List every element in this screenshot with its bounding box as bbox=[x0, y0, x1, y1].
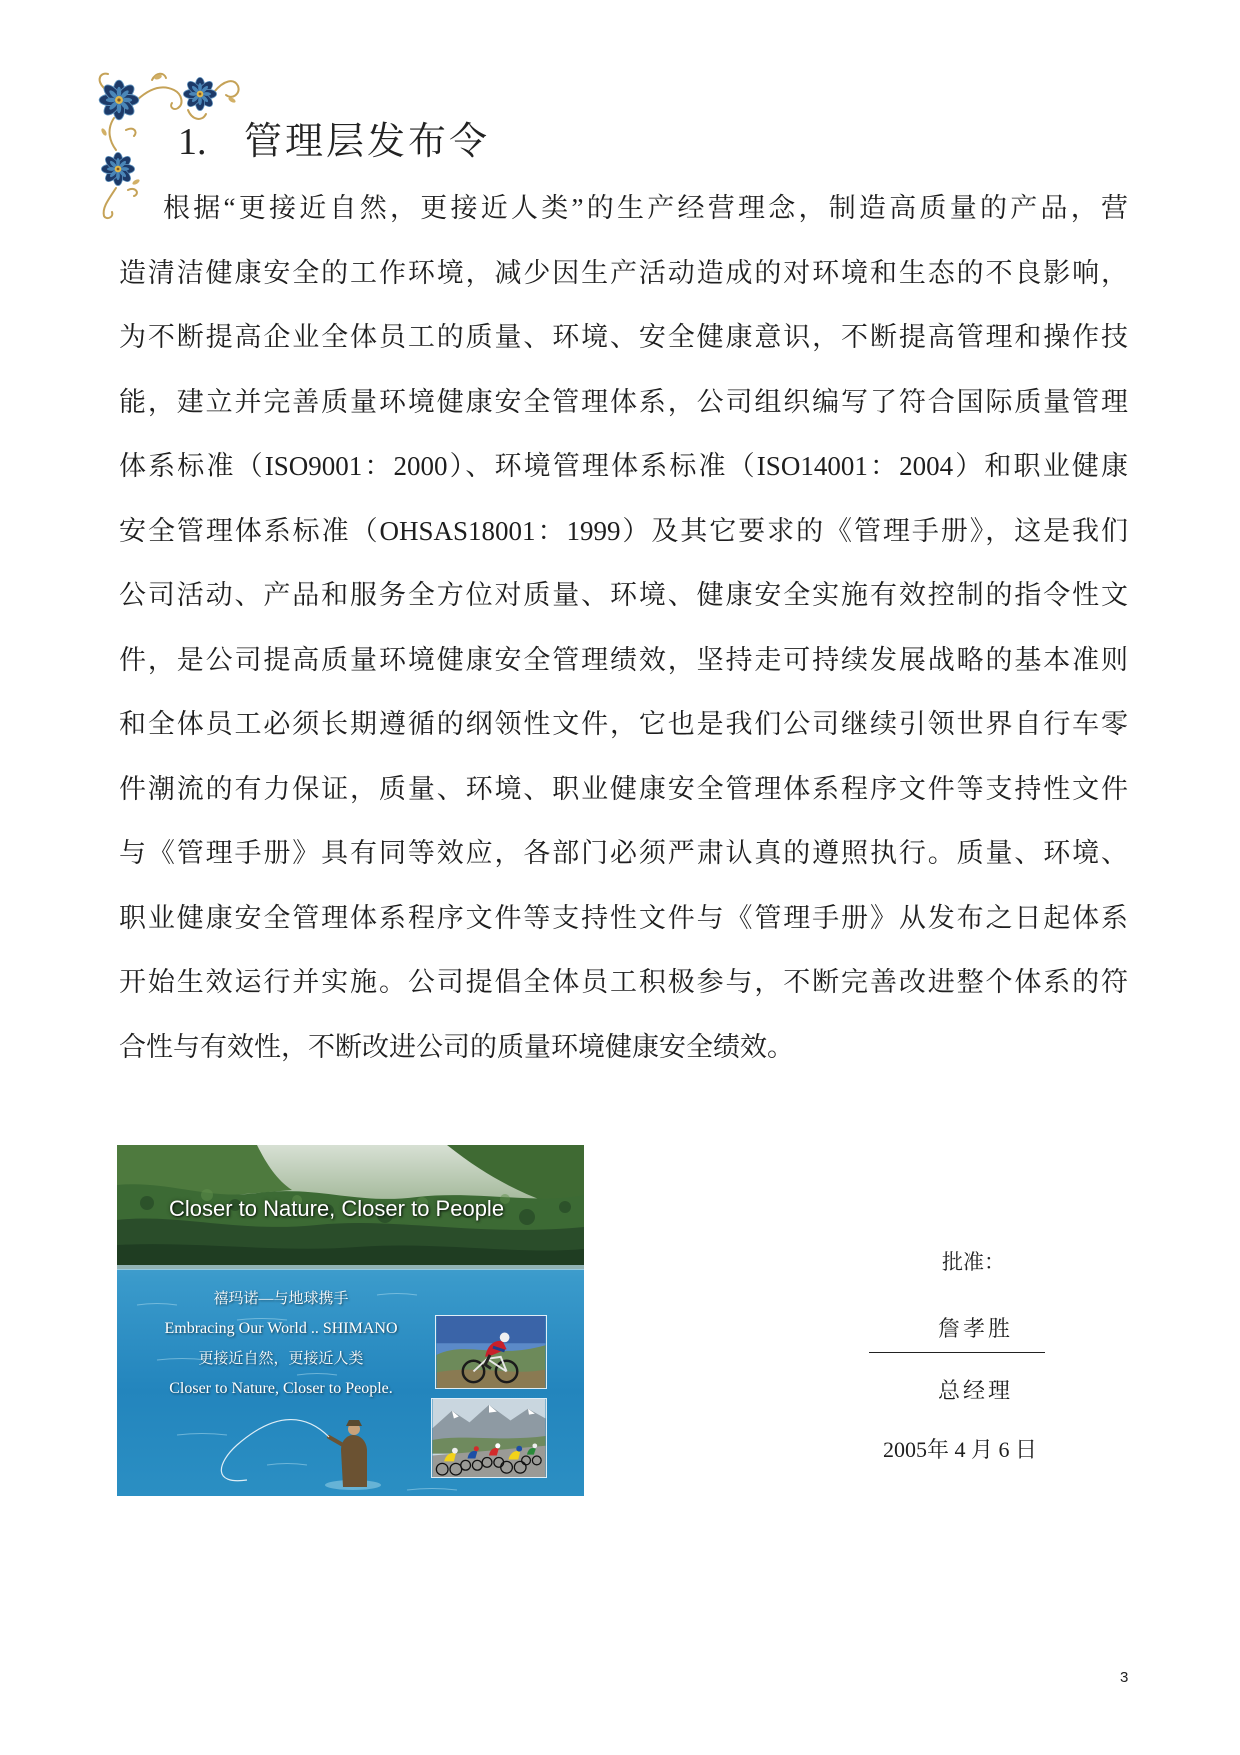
signer-name: 詹孝胜 bbox=[938, 1316, 1014, 1341]
signature-line bbox=[869, 1352, 1045, 1353]
body-line: 公司活动、产品和服务全方位对质量、环境、健康安全实施有效控制的指令性文 bbox=[119, 580, 1128, 610]
promo-photo bbox=[117, 1145, 584, 1496]
body-line: 件，是公司提高质量环境健康安全管理绩效，坚持走可持续发展战略的基本准则 bbox=[119, 644, 1128, 675]
photo-headline: Closer to Nature, Closer to People bbox=[169, 1196, 505, 1221]
approval-label: 批准： bbox=[942, 1251, 1005, 1274]
section-number: 1. bbox=[178, 121, 207, 163]
photo-slogan: Closer to Nature, Closer to People. bbox=[169, 1380, 393, 1397]
body-line: 根据“更接近自然，更接近人类”的生产经营理念，制造高质量的产品，营 bbox=[163, 193, 1128, 223]
body-line: 合性与有效性，不断改进公司的质量环境健康安全绩效。 bbox=[119, 1031, 794, 1062]
body-line: 件潮流的有力保证，质量、环境、职业健康安全管理体系程序文件等支持性文件 bbox=[119, 773, 1128, 804]
body-line: 与《管理手册》具有同等效应，各部门必须严肃认真的遵照执行。质量、环境、 bbox=[119, 838, 1128, 868]
body-line: 造清洁健康安全的工作环境，减少因生产活动造成的对环境和生态的不良影响， bbox=[119, 257, 1128, 288]
announcement-body bbox=[119, 176, 1128, 1079]
body-line: 为不断提高企业全体员工的质量、环境、安全健康意识，不断提高管理和操作技 bbox=[119, 322, 1128, 352]
inset-photo-peloton bbox=[431, 1398, 547, 1478]
signer-title: 总经理 bbox=[938, 1378, 1014, 1403]
section-title: 管理层发布令 bbox=[244, 121, 491, 163]
photo-slogan: Embracing Our World .. SHIMANO bbox=[164, 1320, 398, 1337]
flower-icon bbox=[183, 77, 216, 110]
body-line: 能，建立并完善质量环境健康安全管理体系，公司组织编写了符合国际质量管理 bbox=[119, 386, 1128, 417]
photo-slogan: 更接近自然，更接近人类 bbox=[198, 1351, 364, 1367]
page-number: 3 bbox=[1120, 1669, 1129, 1686]
body-line: 开始生效运行并实施。公司提倡全体员工积极参与，不断完善改进整个体系的符 bbox=[119, 967, 1128, 997]
approval-date: 2005年 4 月 6 日 bbox=[883, 1437, 1038, 1462]
flower-icon bbox=[99, 80, 139, 120]
body-line: 和全体员工必须长期遵循的纲领性文件，它也是我们公司继续引领世界自行车零 bbox=[119, 709, 1128, 739]
body-line: 体系标准（ISO9001：2000）、环境管理体系标准（ISO14001：2004）和职业健康 bbox=[119, 451, 1128, 481]
photo-slogans bbox=[137, 1284, 425, 1404]
body-line: 安全管理体系标准（OHSAS18001：1999）及其它要求的《管理手册》，这是我们 bbox=[119, 515, 1128, 546]
section-heading bbox=[178, 116, 490, 168]
inset-photo-cyclist bbox=[435, 1315, 547, 1389]
body-line: 职业健康安全管理体系程序文件等支持性文件与《管理手册》从发布之日起体系 bbox=[119, 902, 1128, 933]
photo-slogan: 禧玛诺—与地球携手 bbox=[213, 1291, 349, 1307]
